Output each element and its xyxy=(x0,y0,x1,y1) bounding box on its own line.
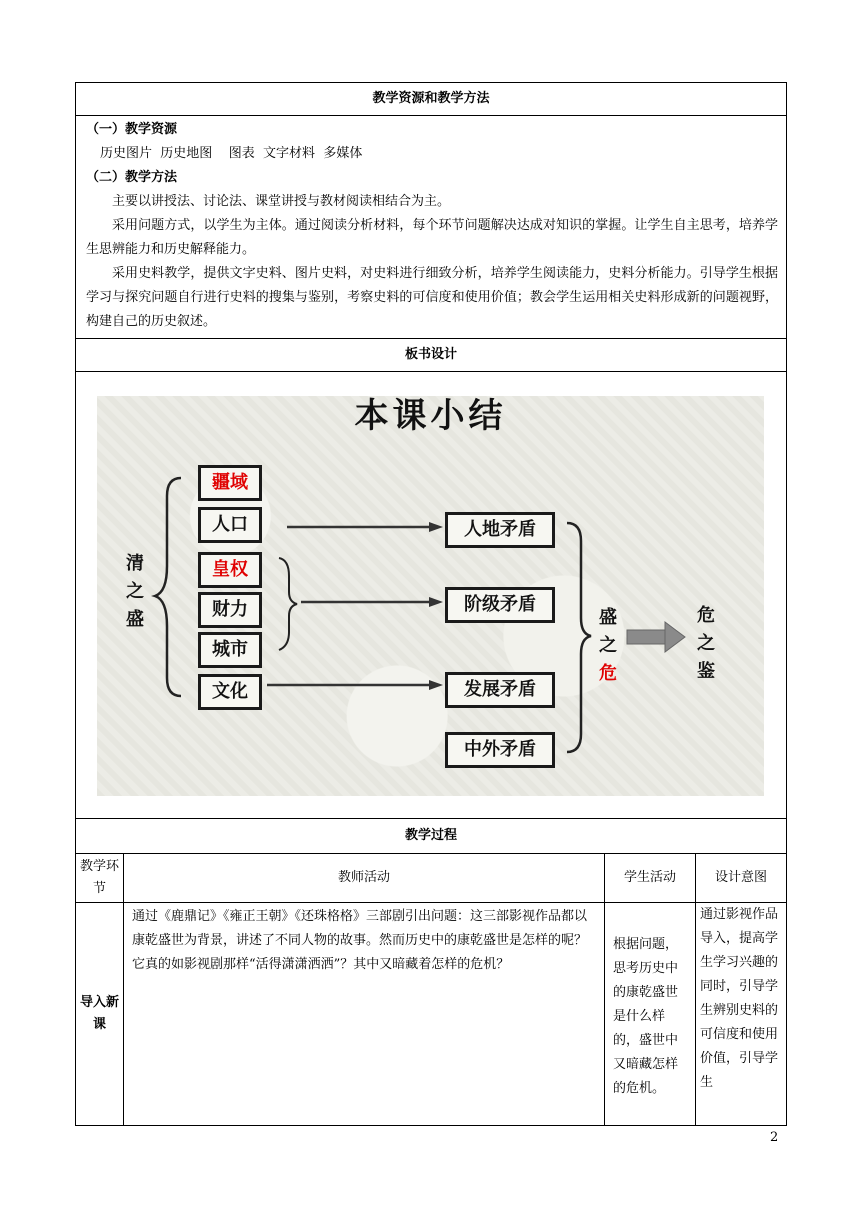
box-land-conflict: 人地矛盾 xyxy=(445,512,555,548)
page-number: 2 xyxy=(770,1130,779,1145)
box-class-conflict: 阶级矛盾 xyxy=(445,587,555,623)
col-teacher-header: 教师活动 xyxy=(124,854,605,903)
mid-label: 盛 之 危 xyxy=(599,607,617,684)
box-population: 人口 xyxy=(198,507,262,543)
board-summary-image xyxy=(97,396,764,796)
col-student-header: 学生活动 xyxy=(605,854,696,903)
box-cities: 城市 xyxy=(198,632,262,668)
resources-list: 历史图片 历史地图 图表 文字材料 多媒体 xyxy=(100,146,363,161)
student-activity: 根据问题，思考历史中的康乾盛世是什么样的，盛世中又暗藏怎样的危机。 xyxy=(605,903,696,1126)
resources-title: （一）教学资源 xyxy=(86,122,178,137)
methods-paragraph-3: 采用史料教学，提供文字史料、图片史料，对史料进行细致分析，培养学生阅读能力，史料分析能力。引导学生根据学习与探究问题自行进行史料的搜集与鉴别，考察史料的可信度和使用价值；教会学生运用相关史料形成新的问题视野，构建自己的历史叙述。 xyxy=(86,266,779,329)
end-label: 危 之 鉴 xyxy=(697,605,715,682)
left-label: 清 之 盛 xyxy=(126,553,144,630)
stage-intro: 导入新课 xyxy=(76,903,124,1126)
box-imperial-power: 皇权 xyxy=(198,552,262,588)
teacher-activity: 通过《鹿鼎记》《雍正王朝》《还珠格格》三部剧引出问题：这三部影视作品都以康乾盛世为背景，讲述了不同人物的故事。然而历史中的康乾盛世是怎样的呢？它真的如影视剧那样“活得潇潇洒洒”？其中又暗藏着怎样的危机？ xyxy=(124,903,605,1126)
box-culture: 文化 xyxy=(198,674,262,710)
board-title: 本课小结 xyxy=(354,396,507,436)
document-page xyxy=(75,82,786,1126)
box-territory: 疆域 xyxy=(198,465,262,501)
col-stage-header: 教学环节 xyxy=(76,854,124,903)
methods-paragraph-1: 主要以讲授法、讨论法、课堂讲授与教材阅读相结合为主。 xyxy=(112,194,451,209)
board-header: 板书设计 xyxy=(76,339,787,372)
box-foreign-conflict: 中外矛盾 xyxy=(445,732,555,768)
box-development-conflict: 发展矛盾 xyxy=(445,672,555,708)
resources-header: 教学资源和教学方法 xyxy=(76,83,787,116)
resources-cell xyxy=(76,116,787,339)
col-intent-header: 设计意图 xyxy=(696,854,787,903)
board-cell xyxy=(76,372,787,819)
lesson-table xyxy=(75,82,787,1126)
methods-title: （二）教学方法 xyxy=(86,170,178,185)
box-finance: 财力 xyxy=(198,592,262,628)
process-header: 教学过程 xyxy=(76,819,787,854)
design-intent: 通过影视作品导入，提高学生学习兴趣的同时，引导学生辨别史料的可信度和使用价值，引导学生 xyxy=(696,903,787,1126)
methods-paragraph-2: 采用问题方式，以学生为主体。通过阅读分析材料，每个环节问题解决达成对知识的掌握。让学生自主思考，培养学生思辨能力和历史解释能力。 xyxy=(86,218,779,257)
